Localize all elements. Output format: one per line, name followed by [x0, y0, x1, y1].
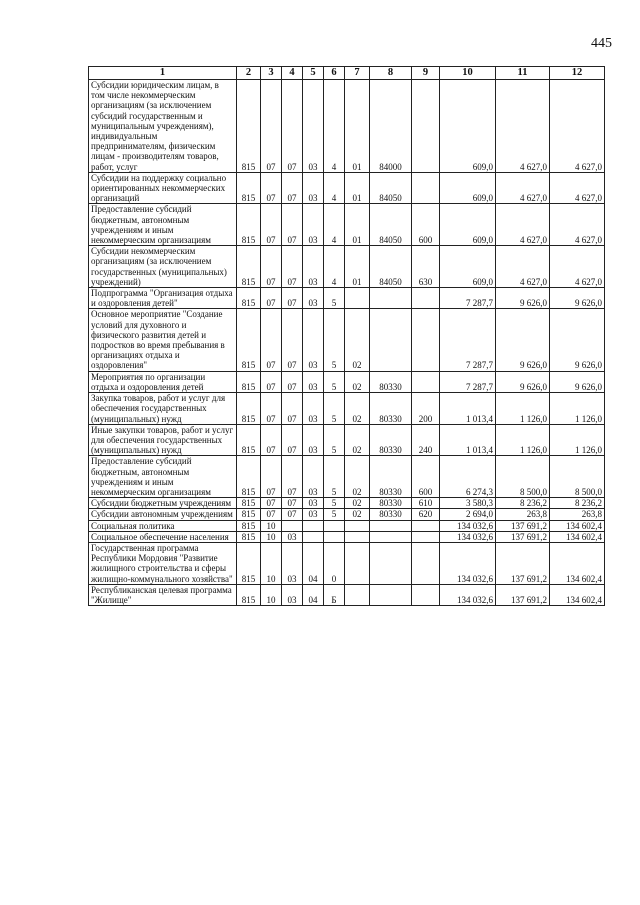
- row-col-2-cell: 815: [237, 288, 261, 309]
- row-col-7-cell: 02: [345, 393, 370, 425]
- row-col-8-cell: 80330: [370, 424, 412, 456]
- row-col-9-cell: [412, 371, 440, 392]
- row-col-4-cell: 07: [282, 509, 303, 520]
- row-col-2-cell: 815: [237, 509, 261, 520]
- row-col-5-cell: 03: [303, 309, 324, 371]
- row-col-5-cell: 04: [303, 542, 324, 584]
- row-col-7-cell: 02: [345, 498, 370, 509]
- row-col-6-cell: Б: [324, 584, 345, 605]
- row-col-12-cell: 134 602,4: [550, 531, 605, 542]
- table-row: [89, 371, 605, 392]
- row-name-cell: Закупка товаров, работ и услуг для обеспечения государственных (муниципальных) нужд: [89, 393, 237, 425]
- row-col-11-cell: 137 691,2: [496, 584, 550, 605]
- table-row: [89, 542, 605, 584]
- row-col-7-cell: 02: [345, 456, 370, 498]
- row-col-3-cell: 10: [261, 584, 282, 605]
- row-col-4-cell: 07: [282, 246, 303, 288]
- row-col-4-cell: 07: [282, 371, 303, 392]
- column-header-12: 12: [550, 67, 605, 80]
- row-col-8-cell: 84050: [370, 204, 412, 246]
- row-col-6-cell: 5: [324, 393, 345, 425]
- row-col-4-cell: 03: [282, 584, 303, 605]
- row-col-10-cell: 609,0: [440, 246, 496, 288]
- row-col-6-cell: [324, 531, 345, 542]
- row-name-cell: Социальное обеспечение населения: [89, 531, 237, 542]
- table-row: [89, 520, 605, 531]
- row-col-7-cell: [345, 288, 370, 309]
- row-col-11-cell: 137 691,2: [496, 531, 550, 542]
- row-col-3-cell: 07: [261, 288, 282, 309]
- row-col-11-cell: 4 627,0: [496, 172, 550, 204]
- row-col-2-cell: 815: [237, 246, 261, 288]
- row-col-8-cell: [370, 309, 412, 371]
- row-col-3-cell: 07: [261, 309, 282, 371]
- column-header-3: 3: [261, 67, 282, 80]
- row-col-8-cell: 80330: [370, 393, 412, 425]
- row-col-10-cell: 7 287,7: [440, 309, 496, 371]
- row-col-3-cell: 07: [261, 246, 282, 288]
- row-col-7-cell: 01: [345, 80, 370, 173]
- row-col-6-cell: 4: [324, 204, 345, 246]
- row-col-7-cell: 02: [345, 509, 370, 520]
- row-name-cell: Субсидии юридическим лицам, в том числе некоммерческим организациям (за исключением субсидий государственным и муниципальным учреждениям), индивидуальным предпринимателям, физическим лицам - производителям товаров, работ, услуг: [89, 80, 237, 173]
- row-col-2-cell: 815: [237, 309, 261, 371]
- row-col-9-cell: 620: [412, 509, 440, 520]
- row-col-11-cell: 8 236,2: [496, 498, 550, 509]
- row-col-6-cell: [324, 520, 345, 531]
- row-col-8-cell: 80330: [370, 456, 412, 498]
- row-col-10-cell: 134 032,6: [440, 531, 496, 542]
- row-col-5-cell: 03: [303, 246, 324, 288]
- row-col-2-cell: 815: [237, 542, 261, 584]
- row-col-8-cell: [370, 531, 412, 542]
- row-col-11-cell: 263,8: [496, 509, 550, 520]
- row-name-cell: Государственная программа Республики Мордовия "Развитие жилищного строительства и сферы жилищно-коммунального хозяйства": [89, 542, 237, 584]
- row-col-9-cell: [412, 542, 440, 584]
- row-col-2-cell: 815: [237, 80, 261, 173]
- row-col-12-cell: 4 627,0: [550, 246, 605, 288]
- row-col-3-cell: 07: [261, 456, 282, 498]
- row-col-12-cell: 134 602,4: [550, 520, 605, 531]
- column-header-9: 9: [412, 67, 440, 80]
- table-row: [89, 80, 605, 173]
- row-col-4-cell: 07: [282, 456, 303, 498]
- row-col-12-cell: 134 602,4: [550, 542, 605, 584]
- row-col-11-cell: 4 627,0: [496, 204, 550, 246]
- row-col-9-cell: [412, 309, 440, 371]
- row-col-11-cell: 9 626,0: [496, 309, 550, 371]
- row-col-11-cell: 4 627,0: [496, 80, 550, 173]
- column-header-4: 4: [282, 67, 303, 80]
- row-col-2-cell: 815: [237, 393, 261, 425]
- column-header-11: 11: [496, 67, 550, 80]
- row-col-8-cell: 80330: [370, 498, 412, 509]
- row-col-10-cell: 3 580,3: [440, 498, 496, 509]
- row-col-8-cell: 84050: [370, 246, 412, 288]
- row-col-7-cell: [345, 520, 370, 531]
- row-col-12-cell: 4 627,0: [550, 172, 605, 204]
- row-col-12-cell: 263,8: [550, 509, 605, 520]
- row-col-4-cell: 03: [282, 542, 303, 584]
- row-col-3-cell: 07: [261, 424, 282, 456]
- row-col-2-cell: 815: [237, 531, 261, 542]
- table-row: [89, 288, 605, 309]
- row-col-12-cell: 4 627,0: [550, 204, 605, 246]
- row-col-7-cell: [345, 531, 370, 542]
- row-col-4-cell: 07: [282, 172, 303, 204]
- row-col-5-cell: 03: [303, 172, 324, 204]
- row-col-3-cell: 10: [261, 531, 282, 542]
- table-row: [89, 246, 605, 288]
- row-col-10-cell: 2 694,0: [440, 509, 496, 520]
- row-col-12-cell: 8 500,0: [550, 456, 605, 498]
- row-col-2-cell: 815: [237, 456, 261, 498]
- column-header-5: 5: [303, 67, 324, 80]
- row-col-12-cell: 1 126,0: [550, 424, 605, 456]
- row-col-7-cell: [345, 584, 370, 605]
- column-header-8: 8: [370, 67, 412, 80]
- row-col-5-cell: 03: [303, 509, 324, 520]
- row-col-5-cell: 03: [303, 204, 324, 246]
- row-col-4-cell: 07: [282, 393, 303, 425]
- row-col-5-cell: 03: [303, 80, 324, 173]
- row-col-9-cell: [412, 80, 440, 173]
- row-col-2-cell: 815: [237, 204, 261, 246]
- row-col-10-cell: 134 032,6: [440, 520, 496, 531]
- row-col-7-cell: 01: [345, 172, 370, 204]
- row-name-cell: Субсидии автономным учреждениям: [89, 509, 237, 520]
- row-col-12-cell: 9 626,0: [550, 288, 605, 309]
- row-col-6-cell: 4: [324, 172, 345, 204]
- row-name-cell: Подпрограмма "Организация отдыха и оздоровления детей": [89, 288, 237, 309]
- row-col-3-cell: 07: [261, 498, 282, 509]
- row-col-10-cell: 609,0: [440, 204, 496, 246]
- row-name-cell: Иные закупки товаров, работ и услуг для обеспечения государственных (муниципальных) нужд: [89, 424, 237, 456]
- row-col-8-cell: 84000: [370, 80, 412, 173]
- row-col-6-cell: 5: [324, 309, 345, 371]
- table-row: [89, 531, 605, 542]
- row-col-6-cell: 5: [324, 498, 345, 509]
- row-col-9-cell: 630: [412, 246, 440, 288]
- row-col-9-cell: [412, 520, 440, 531]
- row-col-7-cell: 02: [345, 309, 370, 371]
- row-col-3-cell: 07: [261, 80, 282, 173]
- row-col-3-cell: 07: [261, 371, 282, 392]
- row-col-4-cell: 07: [282, 80, 303, 173]
- row-name-cell: Предоставление субсидий бюджетным, автономным учреждениям и иным некоммерческим организациям: [89, 204, 237, 246]
- row-name-cell: Субсидии некоммерческим организациям (за исключением государственных (муниципальных) учреждений): [89, 246, 237, 288]
- row-col-8-cell: 80330: [370, 509, 412, 520]
- row-col-5-cell: 03: [303, 456, 324, 498]
- row-col-6-cell: 4: [324, 246, 345, 288]
- row-col-11-cell: 1 126,0: [496, 393, 550, 425]
- table-row: [89, 204, 605, 246]
- row-name-cell: Предоставление субсидий бюджетным, автономным учреждениям и иным некоммерческим организациям: [89, 456, 237, 498]
- column-header-2: 2: [237, 67, 261, 80]
- row-name-cell: Социальная политика: [89, 520, 237, 531]
- row-col-8-cell: [370, 542, 412, 584]
- row-col-9-cell: [412, 584, 440, 605]
- row-col-3-cell: 07: [261, 172, 282, 204]
- row-col-12-cell: 9 626,0: [550, 309, 605, 371]
- row-name-cell: Субсидии на поддержку социально ориентированных некоммерческих организаций: [89, 172, 237, 204]
- budget-table: [88, 66, 605, 606]
- row-col-9-cell: 600: [412, 456, 440, 498]
- row-col-12-cell: 4 627,0: [550, 80, 605, 173]
- row-col-7-cell: 01: [345, 204, 370, 246]
- table-row: [89, 456, 605, 498]
- row-col-11-cell: 4 627,0: [496, 246, 550, 288]
- row-col-6-cell: 5: [324, 424, 345, 456]
- row-col-5-cell: 03: [303, 424, 324, 456]
- row-col-3-cell: 07: [261, 509, 282, 520]
- row-col-5-cell: [303, 531, 324, 542]
- row-name-cell: Республиканская целевая программа "Жилище": [89, 584, 237, 605]
- row-col-4-cell: 07: [282, 288, 303, 309]
- row-col-10-cell: 6 274,3: [440, 456, 496, 498]
- row-col-4-cell: [282, 520, 303, 531]
- row-col-10-cell: 609,0: [440, 80, 496, 173]
- row-col-10-cell: 609,0: [440, 172, 496, 204]
- column-header-1: 1: [89, 67, 237, 80]
- row-col-7-cell: [345, 542, 370, 584]
- row-col-11-cell: 9 626,0: [496, 288, 550, 309]
- row-col-8-cell: [370, 584, 412, 605]
- row-col-5-cell: 03: [303, 371, 324, 392]
- table-row: [89, 424, 605, 456]
- row-col-11-cell: 137 691,2: [496, 542, 550, 584]
- table-row: [89, 172, 605, 204]
- row-col-6-cell: 4: [324, 80, 345, 173]
- row-col-12-cell: 134 602,4: [550, 584, 605, 605]
- row-col-11-cell: 137 691,2: [496, 520, 550, 531]
- row-col-9-cell: 610: [412, 498, 440, 509]
- row-col-2-cell: 815: [237, 498, 261, 509]
- column-header-10: 10: [440, 67, 496, 80]
- row-name-cell: Мероприятия по организации отдыха и оздоровления детей: [89, 371, 237, 392]
- row-col-2-cell: 815: [237, 584, 261, 605]
- row-col-10-cell: 7 287,7: [440, 371, 496, 392]
- table-body: [89, 80, 605, 606]
- row-col-4-cell: 07: [282, 309, 303, 371]
- table-row: [89, 393, 605, 425]
- row-col-2-cell: 815: [237, 371, 261, 392]
- row-col-7-cell: 02: [345, 371, 370, 392]
- row-col-9-cell: [412, 172, 440, 204]
- row-col-10-cell: 1 013,4: [440, 424, 496, 456]
- row-col-8-cell: [370, 288, 412, 309]
- row-col-10-cell: 134 032,6: [440, 542, 496, 584]
- column-header-7: 7: [345, 67, 370, 80]
- row-col-4-cell: 07: [282, 424, 303, 456]
- row-col-9-cell: [412, 288, 440, 309]
- row-col-2-cell: 815: [237, 172, 261, 204]
- row-col-6-cell: 5: [324, 509, 345, 520]
- row-col-7-cell: 01: [345, 246, 370, 288]
- row-col-3-cell: 07: [261, 204, 282, 246]
- row-col-12-cell: 9 626,0: [550, 371, 605, 392]
- row-col-8-cell: 80330: [370, 371, 412, 392]
- table-row: [89, 584, 605, 605]
- row-col-9-cell: 200: [412, 393, 440, 425]
- row-col-10-cell: 1 013,4: [440, 393, 496, 425]
- row-col-5-cell: 03: [303, 288, 324, 309]
- row-col-5-cell: [303, 520, 324, 531]
- column-header-6: 6: [324, 67, 345, 80]
- row-col-3-cell: 07: [261, 393, 282, 425]
- row-col-7-cell: 02: [345, 424, 370, 456]
- row-col-5-cell: 04: [303, 584, 324, 605]
- row-col-2-cell: 815: [237, 520, 261, 531]
- row-col-5-cell: 03: [303, 498, 324, 509]
- table-row: [89, 309, 605, 371]
- row-col-3-cell: 10: [261, 520, 282, 531]
- row-col-3-cell: 10: [261, 542, 282, 584]
- row-col-2-cell: 815: [237, 424, 261, 456]
- row-col-10-cell: 134 032,6: [440, 584, 496, 605]
- row-col-5-cell: 03: [303, 393, 324, 425]
- row-col-6-cell: 5: [324, 456, 345, 498]
- table-row: [89, 509, 605, 520]
- row-col-6-cell: 5: [324, 371, 345, 392]
- row-col-4-cell: 03: [282, 531, 303, 542]
- row-col-9-cell: [412, 531, 440, 542]
- row-col-4-cell: 07: [282, 498, 303, 509]
- row-col-9-cell: 240: [412, 424, 440, 456]
- row-col-4-cell: 07: [282, 204, 303, 246]
- row-col-10-cell: 7 287,7: [440, 288, 496, 309]
- row-col-11-cell: 9 626,0: [496, 371, 550, 392]
- row-col-9-cell: 600: [412, 204, 440, 246]
- row-col-11-cell: 1 126,0: [496, 424, 550, 456]
- table-row: [89, 498, 605, 509]
- row-name-cell: Основное мероприятие "Создание условий для духовного и физического развития детей и подростков во время пребывания в организациях отдыха и оздоровления": [89, 309, 237, 371]
- row-col-6-cell: 0: [324, 542, 345, 584]
- row-col-8-cell: [370, 520, 412, 531]
- row-col-8-cell: 84050: [370, 172, 412, 204]
- row-name-cell: Субсидии бюджетным учреждениям: [89, 498, 237, 509]
- header-row: [89, 67, 605, 80]
- page-number: 445: [591, 36, 612, 51]
- row-col-12-cell: 1 126,0: [550, 393, 605, 425]
- row-col-6-cell: 5: [324, 288, 345, 309]
- row-col-11-cell: 8 500,0: [496, 456, 550, 498]
- row-col-12-cell: 8 236,2: [550, 498, 605, 509]
